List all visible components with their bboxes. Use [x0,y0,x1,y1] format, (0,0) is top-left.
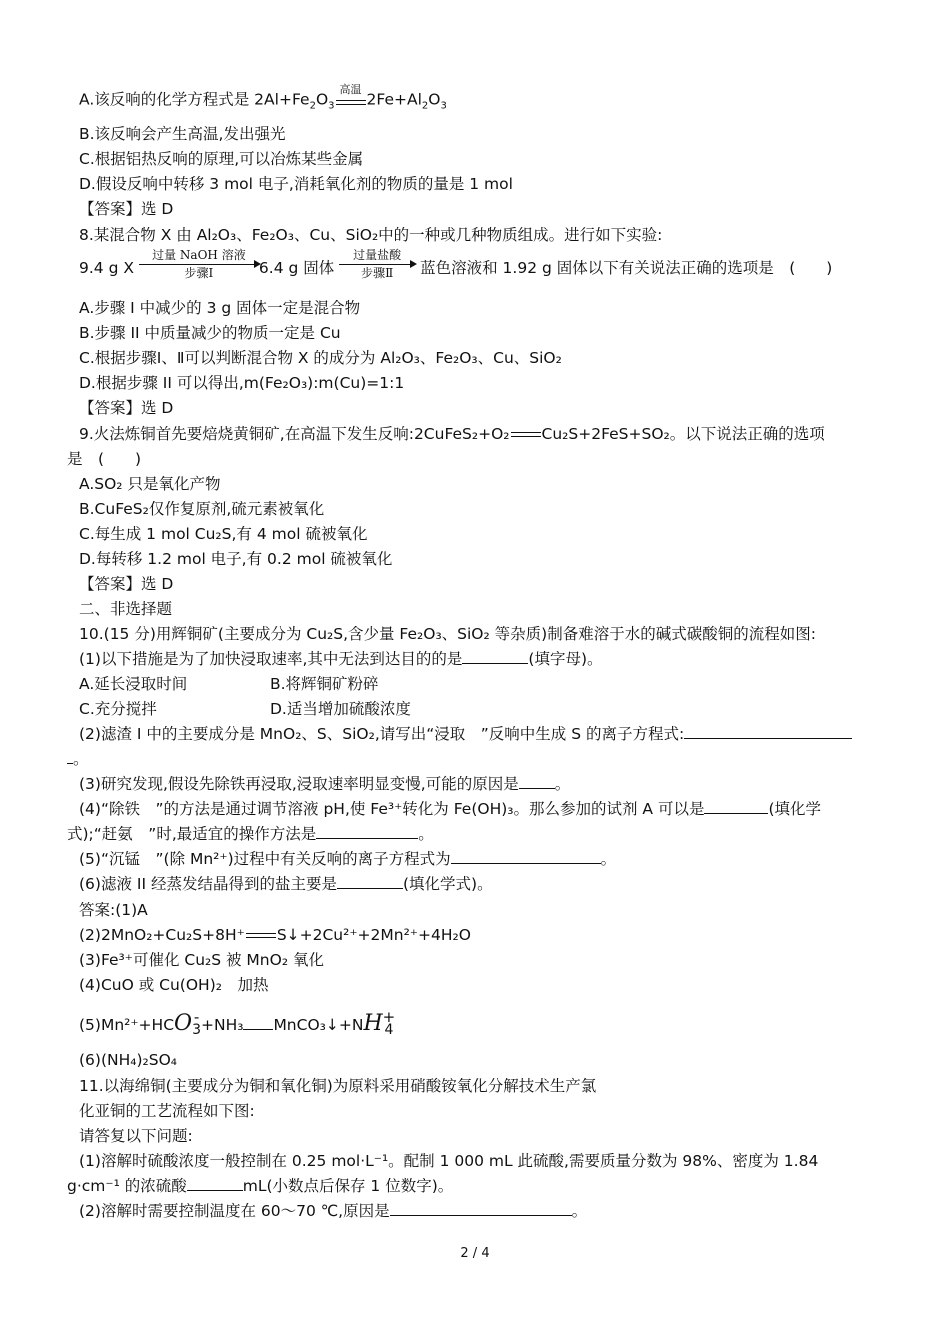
arrow1-label-bottom: 步骤Ⅰ [184,266,214,280]
question-8: 8.某混合物 X 由 Al₂O₃、Fe₂O₃、Cu、SiO₂中的一种或几种物质组成。进行如下实验: [79,226,663,244]
answer-blank [684,724,852,739]
answer-blank [243,1015,273,1030]
answer-blank [316,824,418,839]
q9-option-d: D.每转移 1.2 mol 电子,有 0.2 mol 硫被氧化 [79,550,393,568]
charge-sub: 4 [384,1021,394,1038]
q9-option-b: B.CuFeS₂仅作复原剂,硫元素被氧化 [79,500,325,518]
option-c: C.根据铝热反响的原理,可以冶炼某些金属 [79,150,364,168]
q10-part4-hint: (填化学 [768,800,822,818]
period: 。 [600,850,617,868]
flow-mid: 6.4 g 固体 [258,259,335,277]
q9-text-part2: Cu₂S+2FeS+SO₂。以下说法正确的选项 [541,425,825,443]
ion-charge [192,1007,201,1038]
q10-answer-1: 答案:(1)A [79,901,148,919]
equals-sign [336,100,366,105]
q9-text-part1: 9.火法炼铜首先要焙烧黄铜矿,在高温下发生反响:2CuFeS₂+O₂ [79,425,510,443]
q9-option-c: C.每生成 1 mol Cu₂S,有 4 mol 硫被氧化 [79,525,368,543]
option-d: D.假设反响中转移 3 mol 电子,消耗氧化剂的物质的量是 1 mol [79,175,513,193]
question-9 [79,424,825,444]
q10-choice-a: A.延长浸取时间 [79,675,188,693]
q10-answer-2 [79,925,471,945]
answer-blank [187,1176,243,1191]
question-8-flow [79,248,833,284]
charge-sup: - [193,1007,200,1026]
q10-part4-text: (4)“除铁 ”的方法是通过调节溶液 pH,使 Fe³⁺转化为 Fe(OH)₃。那么参加的试剂 A 可以是 [79,800,705,818]
answer5-part1: (5)Mn²⁺+HC [79,1016,175,1034]
q9-option-a: A.SO₂ 只是氧化产物 [79,475,221,493]
q10-part6-text: (6)滤液 II 经蒸发结晶得到的盐主要是 [79,875,337,893]
section-heading: 二、非选择题 [79,600,173,618]
q10-choice-d: D.适当增加硫酸浓度 [270,700,411,718]
equals-sign [246,933,276,938]
q10-answer-6: (6)(NH₄)₂SO₄ [79,1051,177,1069]
page-number: 2 / 4 [460,1246,490,1261]
q10-part1-text: (1)以下措施是为了加快浸取速率,其中无法到达目的的是 [79,650,463,668]
period: 。 [418,825,434,843]
q11-part2-text: (2)溶解时需要控制温度在 60～70 ℃,原因是 [79,1202,390,1220]
period: 。 [571,1202,588,1220]
q10-part5 [79,849,616,869]
reaction-condition [335,83,367,109]
italic-o: O [174,1011,193,1036]
answer-blank [519,774,555,789]
q10-part1-hint: (填字母)。 [528,650,603,668]
answer-9: 【答案】选 D [79,575,174,593]
question-11-cont: 化亚铜的工艺流程如下图: [79,1102,255,1120]
q11-part1: (1)溶解时硫酸浓度一般控制在 0.25 mol·L⁻¹。配制 1 000 mL 此硫酸,需要质量分数为 98%、密度为 1.84 [79,1152,819,1170]
answer-blank [390,1201,572,1216]
answer2-right: S↓+2Cu²⁺+2Mn²⁺+4H₂O [276,926,471,944]
italic-h: H [363,1011,383,1036]
equals-sign [511,432,541,437]
flow-start: 9.4 g X [79,259,134,277]
question-11: 11.以海绵铜(主要成分为铜和氧化铜)为原料采用硝酸铵氧化分解技术生产氯 [79,1077,597,1095]
equation-left: A.该反响的化学方程式是 2Al+Fe [79,90,310,109]
q10-part2 [79,724,852,744]
charge-sub: 3 [192,1021,201,1038]
option-a-equation: A.该反响的化学方程式是 $2Al+Fe_2O_3$ 高温 $2Fe+Al_2O_3$ [79,83,447,112]
flow-end: 蓝色溶液和 1.92 g 固体以下有关说法正确的选项是 ( ) [420,259,833,277]
question-10: 10.(15 分)用辉铜矿(主要成分为 Cu₂S,含少量 Fe₂O₃、SiO₂ 等杂质)制备难溶于水的碱式碳酸铜的流程如图: [79,625,816,643]
answer2-left: (2)2MnO₂+Cu₂S+8H⁺ [79,926,245,944]
answer5-part2: +NH₃ [200,1016,244,1034]
q10-answer-5 [79,1007,396,1039]
answer-7: 【答案】选 D [79,200,174,218]
q10-part4-cont-text: 式);“赶氨 ”时,最适宜的操作方法是 [67,825,317,843]
option-b: B.该反响会产生高温,发出强光 [79,125,286,143]
arrow1-label-top: 过量 NaOH 溶液 [152,248,246,262]
period: 。 [554,775,571,793]
q10-answer-3: (3)Fe³⁺可催化 Cu₂S 被 MnO₂ 氧化 [79,951,324,969]
q11-part1-unit: mL(小数点后保存 1 位数字)。 [242,1177,454,1195]
q10-choice-b: B.将辉铜矿粉碎 [270,675,379,693]
condition-text: 高温 [339,83,362,96]
q10-part6-hint: (填化学式)。 [402,875,493,893]
arrow2-line [339,264,415,265]
q10-part2-cont [67,749,89,769]
q10-part5-text: (5)“沉锰 ”(除 Mn²⁺)过程中有关反响的离子方程式为 [79,850,451,868]
q10-part2-text: (2)滤渣 I 中的主要成分是 MnO₂、S、SiO₂,请写出“浸取 ”反响中生成 S 的离子方程式: [79,725,685,743]
q10-part6 [79,874,493,894]
charge-sup: + [382,1007,396,1026]
q8-option-b: B.步骤 II 中质量减少的物质一定是 Cu [79,324,341,342]
q10-part4 [79,799,821,819]
answer5-part3: MnCO₃↓+N [273,1016,364,1034]
q11-part1-cont [67,1176,453,1196]
q8-option-c: C.根据步骤Ⅰ、Ⅱ可以判断混合物 X 的成分为 Al₂O₃、Fe₂O₃、Cu、SiO₂ [79,349,562,367]
answer-blank [704,799,768,814]
q10-choice-c: C.充分搅拌 [79,700,157,718]
q11-part2 [79,1201,587,1221]
ion-charge [382,1007,396,1038]
q10-part3-text: (3)研究发现,假设先除铁再浸取,浸取速率明显变慢,可能的原因是 [79,775,519,793]
answer-blank [337,874,403,889]
flow-arrow-step2 [339,249,415,280]
q11-prompt: 请答复以下问题: [79,1127,193,1145]
q8-option-d: D.根据步骤 II 可以得出,m(Fe₂O₃):m(Cu)=1:1 [79,374,405,392]
period: 。 [73,750,89,768]
arrow2-label-bottom: 步骤Ⅱ [361,266,394,280]
q10-part1 [79,649,603,669]
flow-arrow-step1 [139,249,259,280]
q10-part4-cont [67,824,434,844]
answer-blank [451,849,601,864]
q10-part3 [79,774,570,794]
equation-right: 2Fe+Al [366,90,422,109]
answer-blank [462,649,528,664]
arrow1-line [139,264,259,265]
q8-option-a: A.步骤 I 中减少的 3 g 固体一定是混合物 [79,299,361,317]
answer-8: 【答案】选 D [79,399,174,417]
question-9-cont: 是 ( ) [67,450,142,468]
q10-answer-4: (4)CuO 或 Cu(OH)₂ 加热 [79,976,269,994]
arrow2-label-top: 过量盐酸 [353,248,402,262]
q11-part1-cont-text: g·cm⁻¹ 的浓硫酸 [67,1177,187,1195]
